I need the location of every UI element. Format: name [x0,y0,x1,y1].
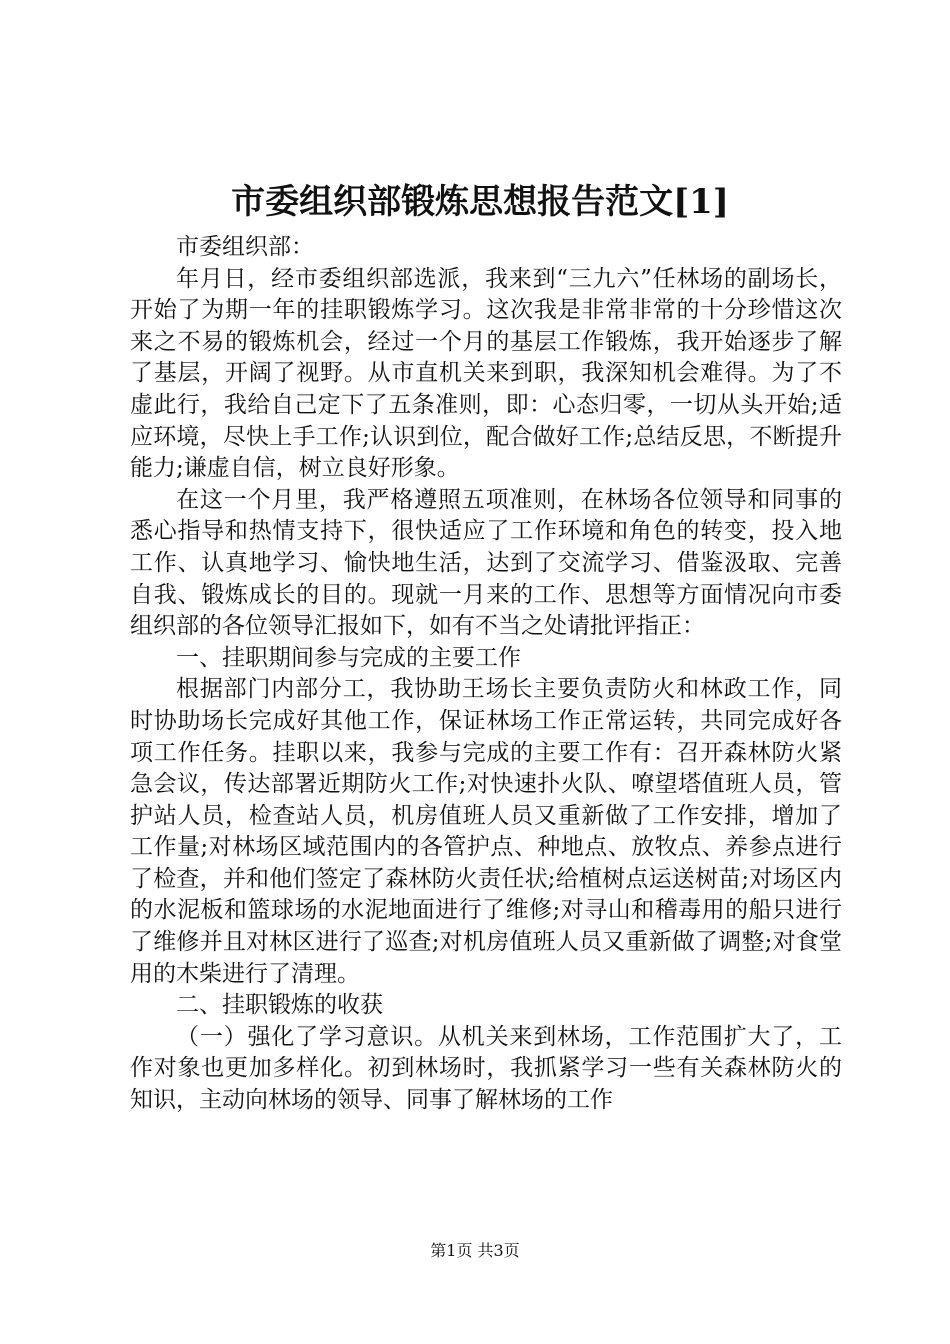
page-footer: 第1页 共3页 [430,1241,520,1260]
paragraph: 在这一个月里，我严格遵照五项准则，在林场各位领导和同事的悉心指导和热情支持下，很快适应了工作环境和角色的转变，投入地工作、认真地学习、愉快地生活，达到了交流学习、借鉴汲取、完善自我、锻炼成长的目的。现就一月来的工作、思想等方面情况向市委组织部的各位领导汇报如下，如有不当之处请批评指正： [130,486,842,640]
section-heading: 一、挂职期间参与完成的主要工作 [176,644,521,671]
salutation: 市委组织部： [176,234,314,260]
document-body [130,232,842,1117]
paragraph: （一）强化了学习意识。从机关来到林场，工作范围扩大了，工作对象也更加多样化。初到林场时，我抓紧学习一些有关森林防火的知识，主动向林场的领导、同事了解林场的工作 [130,1023,842,1114]
section-heading: 二、挂职锻炼的收获 [176,992,383,1019]
paragraph: 根据部门内部分工，我协助王场长主要负责防火和林政工作，同时协助场长完成好其他工作，保证林场工作正常运转，共同完成好各项工作任务。挂职以来，我参与完成的主要工作有：召开森林防火紧急会议，传达部署近期防火工作;对快速扑火队、嘹望塔值班人员，管护站人员，检查站人员，机房值班人员又重新做了工作安排，增加了工作量;对林场区域范围内的各管护点、种地点、放牧点、养参点进行了检查，并和他们签定了森林防火责任状;给植树点运送树苗;对场区内的水泥板和篮球场的水泥地面进行了维修;对寻山和稽毒用的船只进行了维修并且对林区进行了巡查;对机房值班人员又重新做了调整;对食堂用的木柴进行了清理。 [130,676,842,987]
paragraph: 年月日，经市委组织部选派，我来到“三九六”任林场的副场长，开始了为期一年的挂职锻炼学习。这次我是非常非常的十分珍惜这次来之不易的锻炼机会，经过一个月的基层工作锻炼，我开始逐步了解了基层，开阔了视野。从市直机关来到职，我深知机会难得。为了不虚此行，我给自己定下了五条准则，即：心态归零，一切从头开始;适应环境，尽快上手工作;认识到位，配合做好工作;总结反思，不断提升能力;谦虚自信，树立良好形象。 [130,265,842,482]
document-title: 市委组织部锻炼思想报告范文[1] [231,182,729,222]
